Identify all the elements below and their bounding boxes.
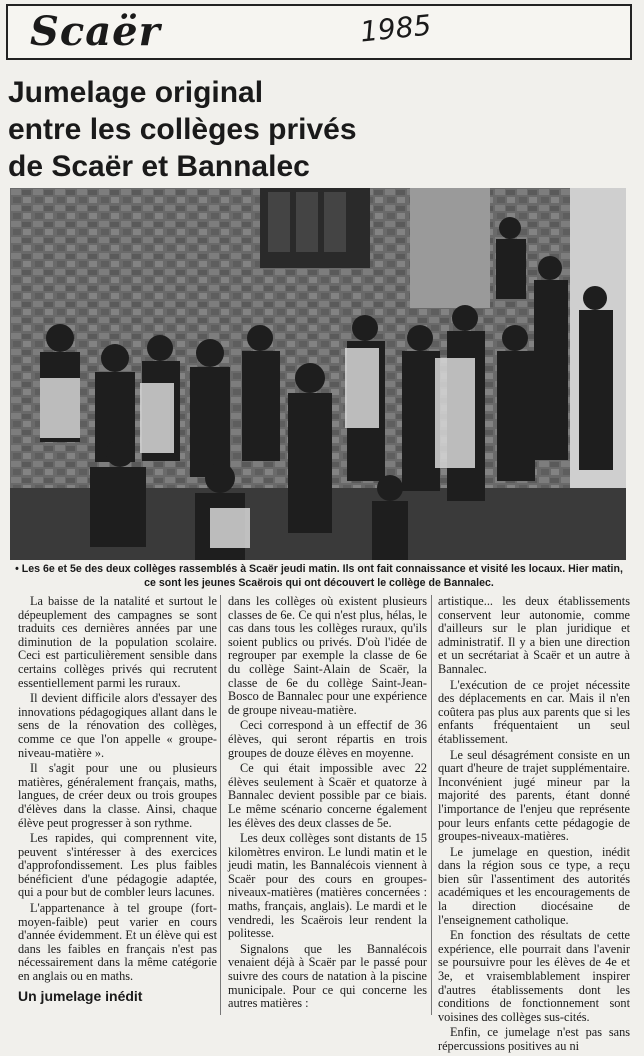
paragraph: dans les collèges où existent plusieurs classes de 6e. Ce qui n'est plus, hélas, le cas dans tous les collèges ruraux, qu'ils soient publics ou privés. D'où l'idée de regrouper par exemple la classe de 6e du collège Saint-Alain de Scaër, la classe de 6e du collège Saint-Jean-Bosco de Bannalec pour une expérience de groupe niveau-matière. <box>228 594 427 717</box>
town-name: Scaër <box>30 8 161 55</box>
paragraph: En fonction des résultats de cette expérience, elle pourrait dans l'avenir se poursuivre pour les élèves de 4e et 3e, et vraisemblablement inspirer d'autres établissements dont les conditions de fonctionnement sont voisines des collèges sus-cités. <box>438 928 630 1024</box>
headline-line-3: de Scaër et Bannalec <box>8 150 310 183</box>
group-photo-illustration <box>10 188 626 560</box>
paragraph: La baisse de la natalité et surtout le dépeuplement des campagnes se sont traduits ces dernières années par une diminution de la population scolaire. Ceci est particulièrement sensible dans certains collèges privés qui recrutent essentiellement parmi les ruraux. <box>18 594 217 690</box>
headline-line-2: entre les collèges privés <box>8 113 357 146</box>
subheading: Un jumelage inédit <box>18 987 143 1004</box>
group-photo <box>10 188 626 560</box>
article-column-2 <box>228 595 427 1013</box>
headline <box>8 74 608 185</box>
paragraph: artistique... les deux établissements conservent leur autonomie, comme d'ailleurs sur le plan juridique et administratif. Il y a bien une direction et un secrétariat à Scaër et un autre à Bannalec. <box>438 594 630 676</box>
column-divider <box>431 595 432 1015</box>
paragraph: Signalons que les Bannalécois venaient déjà à Scaër par le passé pour suivre des cours de natation à la piscine municipale. Pour ce qui concerne les autres matières : <box>228 941 427 1011</box>
column-divider <box>220 595 221 1015</box>
paragraph: Ceci correspond à un effectif de 36 élèves, qui seront répartis en trois groupes de douze élèves en moyenne. <box>228 718 427 760</box>
paragraph: Le jumelage en question, inédit dans la région sous ce type, a reçu bien sûr l'assentiment des autorités académiques et les encouragements de la direction diocésaine de l'enseignement catholique. <box>438 844 630 927</box>
article-column-3 <box>438 595 630 1056</box>
masthead <box>6 4 632 60</box>
paragraph: L'exécution de ce projet nécessite des déplacements en car. Mais il n'en coûtera pas plus aux parents que si les enfants fréquentaient un seul établissement. <box>438 677 630 746</box>
paragraph: L'appartenance à tel groupe (fort-moyen-faible) peut varier en cours d'année évidemment. Et un élève qui est dans les faibles en français n'est pas nécessairement dans la même catégorie en anglais ou en maths. <box>18 901 217 984</box>
photo-caption: • Les 6e et 5e des deux collèges rassemblés à Scaër jeudi matin. Ils ont fait connaissance et visité les locaux. Hier matin, ce sont les jeunes Scaërois qui ont découvert le collège de Bannalec. <box>15 563 623 589</box>
paragraph: Il devient difficile alors d'essayer des innovations pédagogiques allant dans le sens de la rénovation des collèges, comme ce que l'on appelle « groupe-niveau-matière ». <box>18 691 217 760</box>
paragraph: Ce qui était impossible avec 22 élèves seulement à Scaër et quatorze à Bannalec devient possible par ce biais. Le même scénario concerne également les élèves des deux classes de 5e. <box>228 761 427 830</box>
paragraph: Enfin, ce jumelage n'est pas sans répercussions positives au ni <box>438 1025 630 1053</box>
article-column-1 <box>18 595 217 1003</box>
paragraph: Il s'agit pour une ou plusieurs matières, généralement français, maths, langues, de créer deux ou trois groupes d'élèves dans la classe. Ainsi, chaque élève peut progresser à son rythme. <box>18 761 217 830</box>
headline-line-1: Jumelage original <box>8 76 264 109</box>
paragraph: Le seul désagrément consiste en un quart d'heure de trajet supplémentaire. Inconvénient jugé mineur par la majorité des parents, étant donné l'importance de l'enjeu que représente pour leurs enfants cette pédagogie de groupes-niveaux-matières. <box>438 747 630 844</box>
handwritten-year: 1985 <box>358 8 433 49</box>
paragraph: Les deux collèges sont distants de 15 kilomètres environ. Le lundi matin et le jeudi matin, les Bannalécois viennent à Scaër pour des cours en groupes-niveaux-matières (matières concernées : maths, français, anglais). Le mardi et le vendredi, les Scaërois leur rendent la politesse. <box>228 831 427 941</box>
paragraph: Les rapides, qui comprennent vite, peuvent s'intéresser à des exercices d'approfondissement. Les plus faibles bénéficient d'une pédagogie adaptée, qui a pour but de combler leurs lacunes. <box>18 831 217 900</box>
